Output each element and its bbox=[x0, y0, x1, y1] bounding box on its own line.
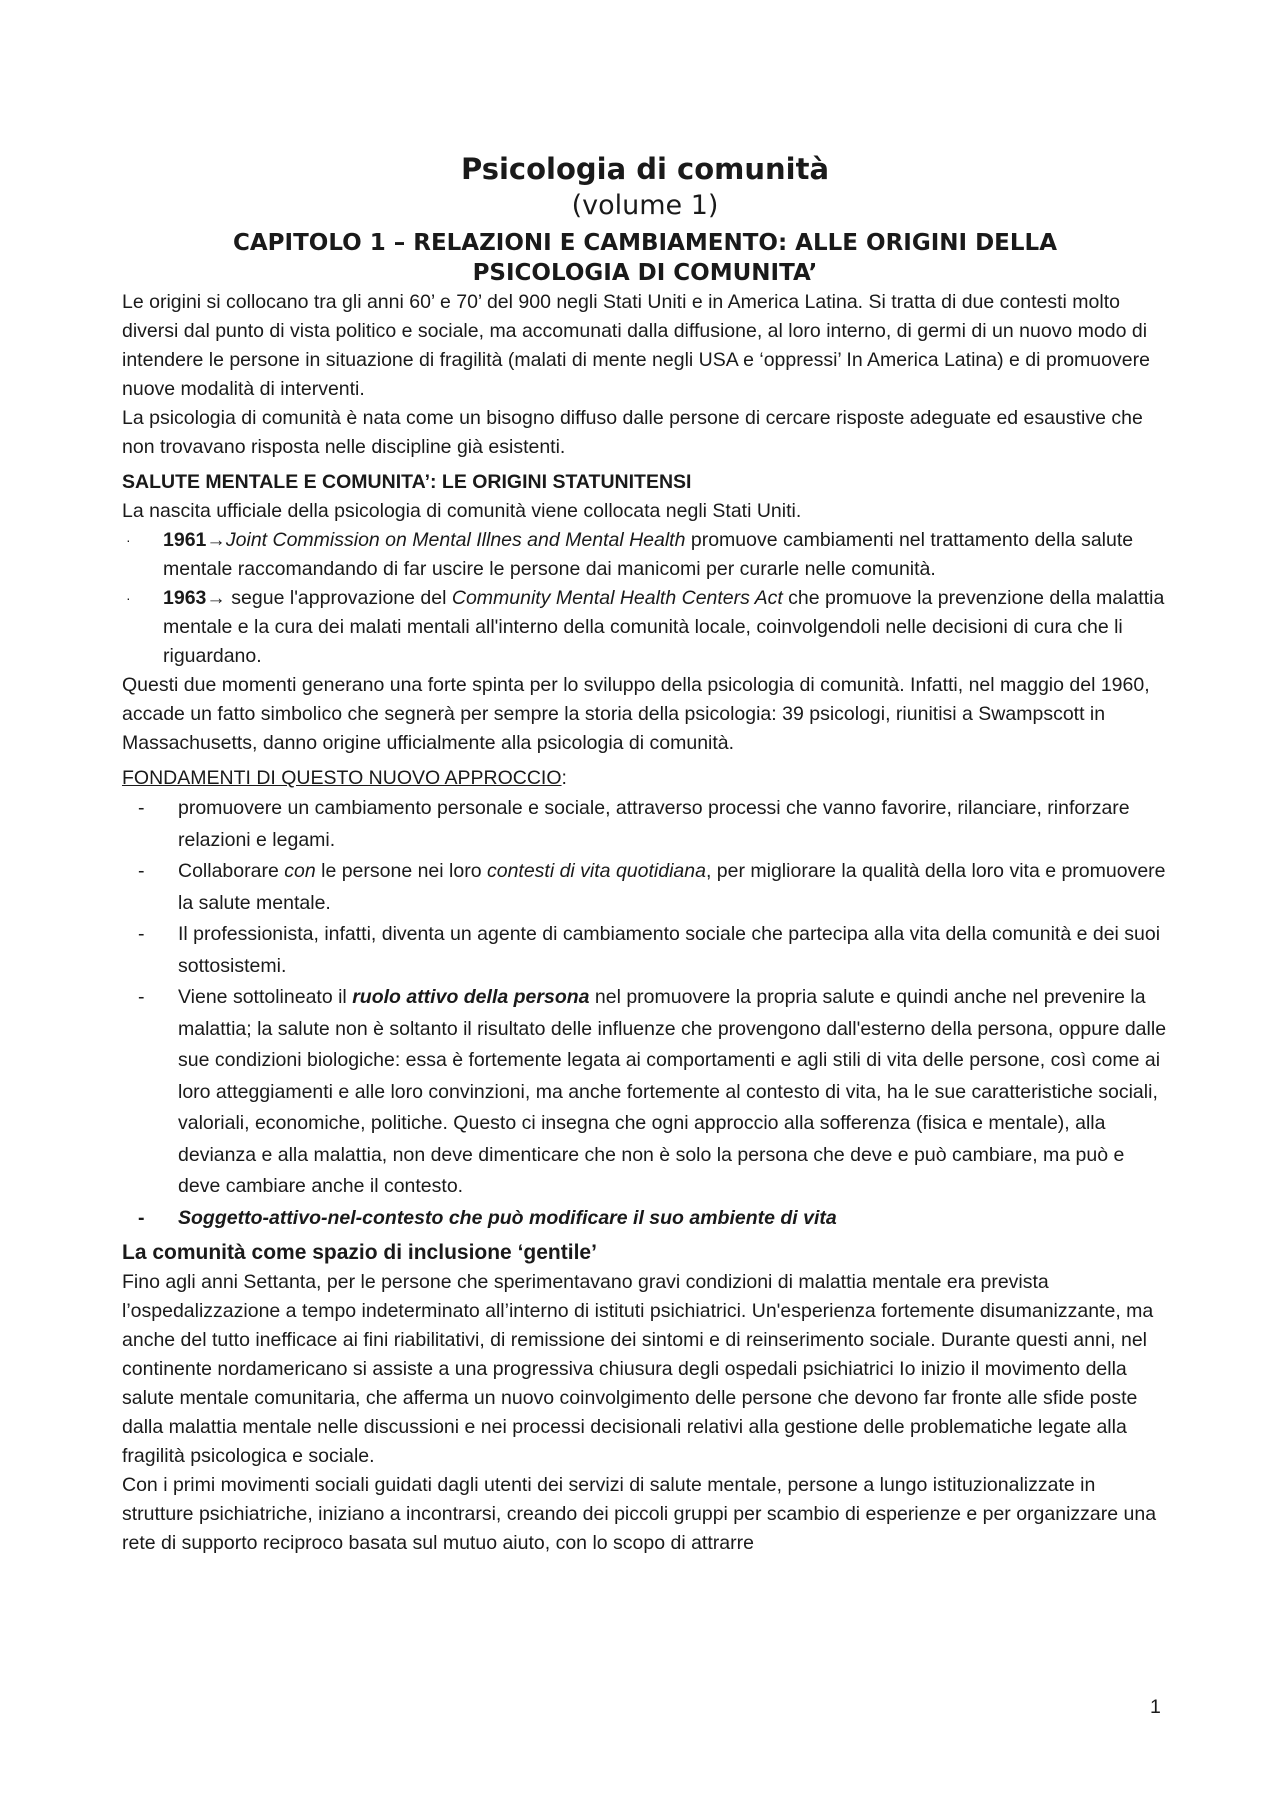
list-item bbox=[122, 1203, 1168, 1235]
list-item bbox=[122, 919, 1168, 982]
list-item bbox=[122, 793, 1168, 856]
dash-icon: - bbox=[138, 797, 145, 819]
bullet-text: promuove cambiamenti nel trattamento della salute mentale raccomandando di far uscire le persone dai manicomi per curarle nelle comunità. bbox=[163, 529, 1134, 580]
arrow-icon: → bbox=[206, 587, 226, 609]
fondamenti-label-line bbox=[122, 764, 1168, 793]
bullet-dot-icon: · bbox=[126, 532, 131, 548]
section-paragraph: Con i primi movimenti sociali guidati dagli utenti dei servizi di salute mentale, persone a lungo istituzionalizzate in strutture psichiatriche, iniziano a incontrarsi, creando dei piccoli gruppi per scambio di esperienze e per organizzare una rete di supporto reciproco basata sul mutuo aiuto, con lo scopo di attrarre bbox=[122, 1474, 1157, 1554]
fondamenti-label: FONDAMENTI DI QUESTO NUOVO APPROCCIO bbox=[122, 767, 562, 789]
section-paragraph: Questi due momenti generano una forte spinta per lo sviluppo della psicologia di comunità. Infatti, nel maggio del 1960, accade un fatto simbolico che segnerà per sempre la storia della psicologia: 39 psicologi, riunitisi a Swampscott in Massachusetts, danno origine ufficialmente alla psicologia di comunità. bbox=[122, 674, 1150, 754]
year-label: 1963 bbox=[163, 587, 207, 609]
chapter-heading: CAPITOLO 1 – RELAZIONI E CAMBIAMENTO: ALLE ORIGINI DELLA PSICOLOGIA DI COMUNITA’ bbox=[232, 230, 1057, 286]
bullet-dot-icon: · bbox=[126, 590, 131, 606]
list-item bbox=[122, 982, 1168, 1203]
section-lead: La nascita ufficiale della psicologia di comunità viene collocata negli Stati Uniti. bbox=[122, 500, 802, 522]
dash-icon: - bbox=[138, 860, 145, 882]
dash-text: Viene sottolineato il bbox=[178, 986, 353, 1008]
section-heading-inclusione: La comunità come spazio di inclusione ‘gentile’ bbox=[122, 1241, 597, 1264]
dash-text: promuovere un cambiamento personale e sociale, attraverso processi che vanno favorire, rilanciare, rinforzare relazioni e legami. bbox=[178, 797, 1130, 851]
list-item bbox=[122, 526, 1168, 584]
fondamenti-colon: : bbox=[561, 767, 567, 789]
emphasis-text: con bbox=[284, 860, 316, 882]
dash-text: Il professionista, infatti, diventa un agente di cambiamento sociale che partecipa alla vita della comunità e dei suoi sottosistemi. bbox=[178, 923, 1161, 977]
list-item bbox=[122, 856, 1168, 919]
dash-text: Soggetto-attivo-nel-contesto che può modificare il suo ambiente di vita bbox=[178, 1206, 837, 1229]
fondamenti-list bbox=[122, 793, 1168, 1234]
document-title: Psicologia di comunità bbox=[460, 152, 830, 186]
section-heading-origini: SALUTE MENTALE E COMUNITA’: LE ORIGINI STATUNITENSI bbox=[122, 471, 692, 493]
dash-text: le persone nei loro bbox=[315, 860, 487, 882]
dash-text: Collaborare bbox=[178, 860, 285, 882]
dash-text: nel promuovere la propria salute e quindi anche nel prevenire la malattia; la salute non è soltanto il risultato delle influenze che provengono dall'esterno della persona, oppure dalle sue condizioni biologiche: essa è fortemente legata ai comportamenti e agli stili di vita delle persone, così come ai loro atteggiamenti e alle loro convinzioni, ma anche fortemente al contesto di vita, ha le sue caratteristiche sociali, valoriali, economiche, politiche. Questo ci insegna che ogni approccio alla sofferenza (fisica e mentale), alla devianza e alla malattia, non deve dimenticare che non è solo la persona che deve e può cambiare, ma può e deve cambiare anche il contesto. bbox=[178, 986, 1167, 1197]
act-title: Community Mental Health Centers Act bbox=[451, 587, 783, 609]
dash-icon: - bbox=[138, 1206, 145, 1229]
year-label: 1961 bbox=[163, 529, 207, 551]
dash-icon: - bbox=[138, 923, 145, 945]
emphasis-text: contesti di vita quotidiana bbox=[486, 860, 706, 882]
document-page bbox=[122, 150, 1168, 1558]
dash-text: , per migliorare la qualità della loro vita e promuovere la salute mentale. bbox=[178, 860, 1166, 914]
dash-icon: - bbox=[138, 986, 145, 1008]
list-item bbox=[122, 584, 1168, 671]
bullet-pre-text: segue l'approvazione del bbox=[225, 587, 452, 609]
page-number: 1 bbox=[1150, 1696, 1161, 1718]
section-paragraph: Fino agli anni Settanta, per le persone che sperimentavano gravi condizioni di malattia mentale era prevista l’ospedalizzazione a tempo indeterminato all’interno di istituti psichiatrici. Un'esperienza fortemente disumanizzante, ma anche del tutto inefficace ai fini riabilitativi, di remissione dei sintomi e di reinserimento sociale. Durante questi anni, nel continente nordamericano si assiste a una progressiva chiusura degli ospedali psichiatrici Io inizio il movimento della salute mentale comunitaria, che afferma un nuovo coinvolgimento delle persone che devono far fronte alle sfide poste dalla malattia mentale nelle discussioni e nei processi decisionali relativi alla gestione delle problematiche legate alla fragilità psicologica e sociale. bbox=[122, 1271, 1154, 1467]
milestones-list bbox=[122, 526, 1168, 671]
intro-paragraph-1: Le origini si collocano tra gli anni 60’ e 70’ del 900 negli Stati Uniti e in America Latina. Si tratta di due contesti molto diversi dal punto di vista politico e sociale, ma accomunati dalla diffusione, al loro interno, di germi di un nuovo modo di intendere le persone in situazione di fragilità (malati di mente negli USA e ‘oppressi’ In America Latina) e di promuovere nuove modalità di interventi. bbox=[122, 291, 1150, 400]
act-title: Joint Commission on Mental Illnes and Mental Health bbox=[225, 529, 686, 551]
emphasis-text: ruolo attivo della persona bbox=[352, 986, 590, 1008]
arrow-icon: → bbox=[206, 529, 226, 551]
document-subtitle: (volume 1) bbox=[571, 190, 719, 221]
bullet-text: che promuove la prevenzione della malattia mentale e la cura dei malati mentali all'interno della comunità locale, coinvolgendoli nelle decisioni di cura che li riguardano. bbox=[163, 587, 1165, 667]
intro-paragraph-2: La psicologia di comunità è nata come un bisogno diffuso dalle persone di cercare risposte adeguate ed esaustive che non trovavano risposta nelle discipline già esistenti. bbox=[122, 407, 1143, 458]
